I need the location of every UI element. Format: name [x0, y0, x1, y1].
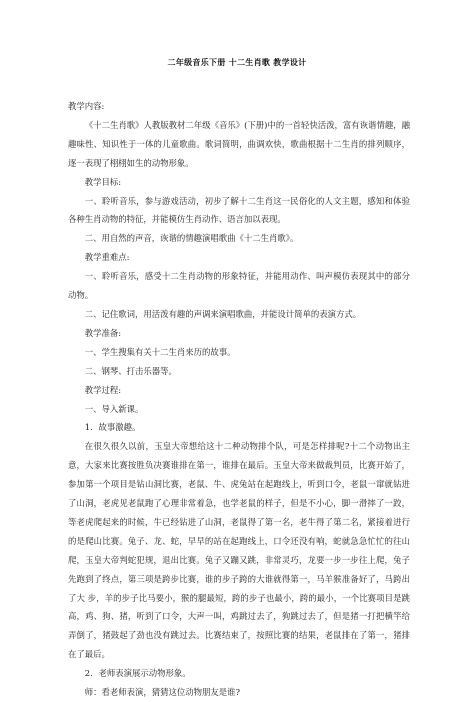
paragraph: 一、聆听音乐，参与游戏活动，初步了解十二生肖这一民俗化的人文主题，感知和体验各种生肖动物的特征，并能模仿生肖动作、语言加以表现。: [68, 195, 410, 225]
paragraph: 二、钢琴、打击乐器等。: [84, 365, 177, 376]
paragraph: 教学内容:: [68, 101, 105, 111]
paragraph: 一、导入新课。: [84, 403, 144, 414]
paragraph: 教学重难点:: [84, 252, 130, 263]
paragraph: 师：看老师表演，猜猜这位动物朋友是谁?: [84, 687, 241, 698]
paragraph: 教学过程:: [84, 384, 122, 395]
paragraph: 一、学生搜集有关十二生肖来历的故事。: [84, 346, 236, 357]
paragraph: 1．故事激趣。: [84, 422, 141, 433]
paragraph: 二、记住歌词，用活泼有趣的声调来演唱歌曲，并能设计简单的表演方式。: [84, 308, 362, 319]
paragraph: 2．老师表演展示动物形象。: [84, 668, 191, 679]
paragraph: 教学目标:: [84, 176, 122, 187]
paragraph: 教学准备:: [84, 327, 122, 338]
document-title: 二年级音乐下册 十二生肖歌 教学设计: [167, 58, 307, 67]
paragraph: 在很久很久以前，玉皇大帝想给这十二种动物排个队，可是怎样排呢?十二个动物出主意，大家来比赛按胜负决赛谁排在第一，谁排在最后。玉皇大帝来做裁判员，比赛开始了，参加第一个项目是钻山洞比赛，老鼠、牛、虎兔站在起跑线上，听到口令，老鼠一窜就钻进了山洞，老虎见老鼠跑了心理非常着急，也学老鼠的样子，但是不小心，脚一滑摔了一跤，等老虎爬起来的时候，牛已经钻进了山洞，老鼠得了第一名，老牛得了第二名，紧接着进行的是爬山比赛。兔子、龙、蛇，早早的站在起跑线上，口令还没有响，蛇就急急忙忙的往山爬，玉皇大帝判蛇犯规，退出比赛。兔子又蹦又跳，非常灵巧，龙要一步一步往上爬，兔子先跑到了终点，第三项是跨步比赛，谁的步子跨的大谁就得第一，马羊猴准备好了，马跨出了大 步，羊的步子比马要小，猴的腿最短，跨的步子也最小，跨的最小，一个比赛项目是跳高，鸡、狗、猪，听到了口令，大声一叫，鸡跳过去了，狗跳过去了，但是猪一打把横竿给弄倒了，猪鼓起了劲也没有跳过去。比赛结束了，按照比赛的结果，老鼠排在了第一，猪排在了最后。: [68, 441, 410, 660]
document-body: [68, 97, 410, 702]
paragraph: 《十二生肖歌》人教版教材二年级《音乐》(下册)中的一首轻快活泼，富有诙谐情趣，融趣味性、知识性于一体的儿童歌曲。歌词简明，曲调欢快，歌曲根据十二生肖的排列顺序，逐一表现了栩栩如生的动物形象。: [68, 119, 410, 168]
paragraph: 一、聆听音乐，感受十二生肖动物的形象特征，并能用动作、叫声模仿表现其中的部分动物。: [68, 271, 410, 301]
paragraph: 二、用自然的声音，诙谐的情趣演唱歌曲《十二生肖歌》。: [84, 233, 299, 244]
